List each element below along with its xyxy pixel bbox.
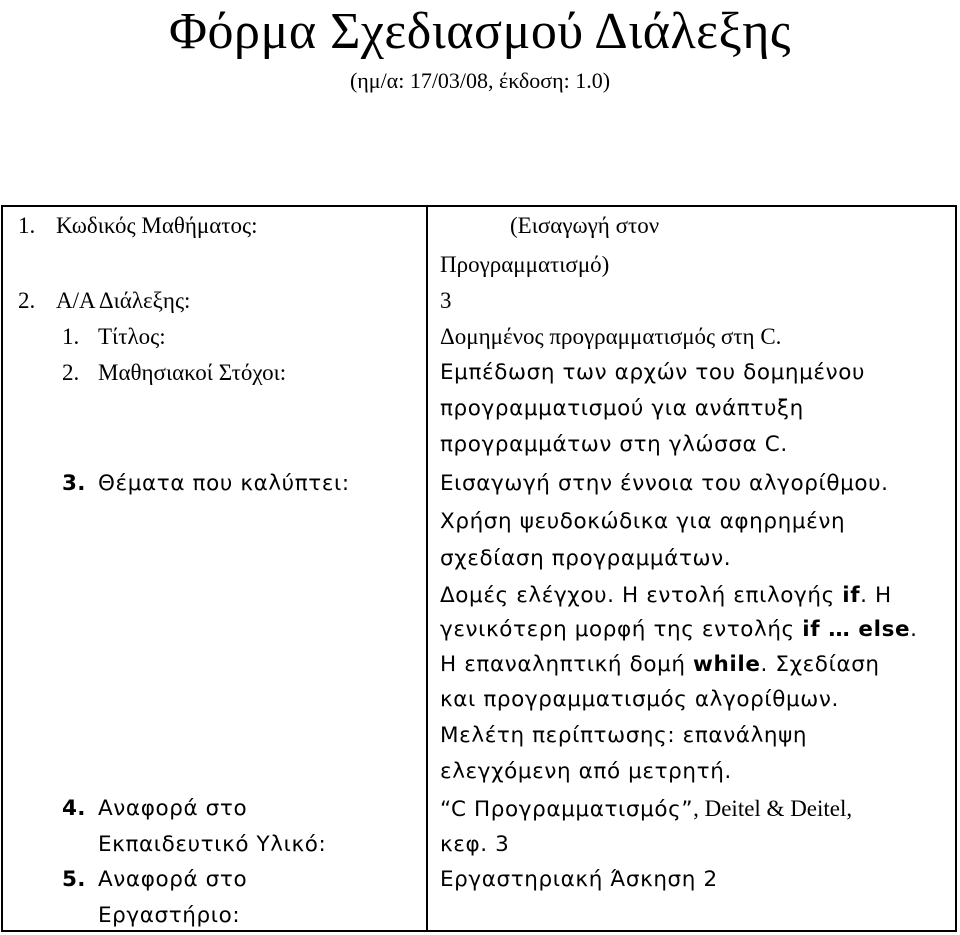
book-title: “C Προγραμματισμός” [440,797,694,822]
topics-text: Η επαναληπτική δομή [440,652,694,677]
topics-line: σχεδίαση προγραμμάτων. [440,546,732,571]
topics-line [440,613,918,647]
book-authors: , Deitel & Deitel, [693,796,853,821]
topics-line: Χρήση ψευδοκώδικα για αφηρημένη [440,509,846,534]
course-code-number: 1. [18,213,36,238]
lab-label-line1: Αναφορά στο [98,867,248,892]
title-label: Τίτλος: [98,324,166,349]
lecture-number-value: 3 [440,288,452,313]
topics-label: Θέματα που καλύπτει: [98,471,350,496]
objectives-number: 2. [62,360,80,385]
lab-number: 5. [62,867,86,892]
date-version: (ημ/α: 17/03/08, έκδοση: 1.0) [349,68,611,93]
objectives-line: προγραμμάτων στη γλώσσα C. [440,432,788,457]
column-divider [426,205,428,932]
topics-line: Μελέτη περίπτωσης: επανάληψη [440,723,808,748]
lecture-number-label: Α/Α Διάλεξης: [56,288,191,313]
topics-text: . Σχεδίαση [760,652,880,677]
reference-label-line1: Αναφορά στο [98,796,248,821]
document-title: Φόρμα Σχεδιασμού Διάλεξης [169,3,791,60]
topics-text: . Η [860,583,892,608]
topics-line: ελεγχόμενη από μετρητή. [440,759,732,784]
lab-value: Εργαστηριακή Άσκηση 2 [440,867,718,892]
keyword-while: while [693,652,761,677]
topics-line [440,579,892,613]
topics-text: γενικότερη μορφή της εντολής [440,617,803,642]
title-number: 1. [62,324,80,349]
course-code-label: Κωδικός Μαθήματος: [56,213,258,238]
topics-number: 3. [62,471,86,496]
reference-value-line1 [440,792,852,827]
reference-label-line2: Εκπαιδευτικό Υλικό: [98,832,327,857]
document-subtitle [0,66,960,96]
keyword-if-else: if … else [802,617,911,642]
objectives-line: προγραμματισμού για ανάπτυξη [440,396,804,421]
objectives-line: Εμπέδωση των αρχών του δομημένου [440,360,866,385]
lab-label-line2: Εργαστήριο: [98,903,241,928]
topics-text: Δομές ελέγχου. Η εντολή επιλογής [440,583,843,608]
objectives-label: Μαθησιακοί Στόχοι: [98,360,287,385]
topics-line: Εισαγωγή στην έννοια του αλγορίθμου. [440,471,889,496]
topics-text: . [910,617,918,642]
keyword-if: if [842,583,861,608]
topics-line [440,648,880,682]
course-code-value-line2: Προγραμματισμό) [440,252,610,277]
reference-number: 4. [62,796,86,821]
title-value: Δομημένος προγραμματισμός στη C. [440,324,782,349]
lecture-number-number: 2. [18,288,36,313]
reference-value-line2: κεφ. 3 [440,832,510,857]
course-code-value-line1: (Εισαγωγή στον [510,213,660,238]
topics-line: και προγραμματισμός αλγορίθμων. [440,687,839,712]
